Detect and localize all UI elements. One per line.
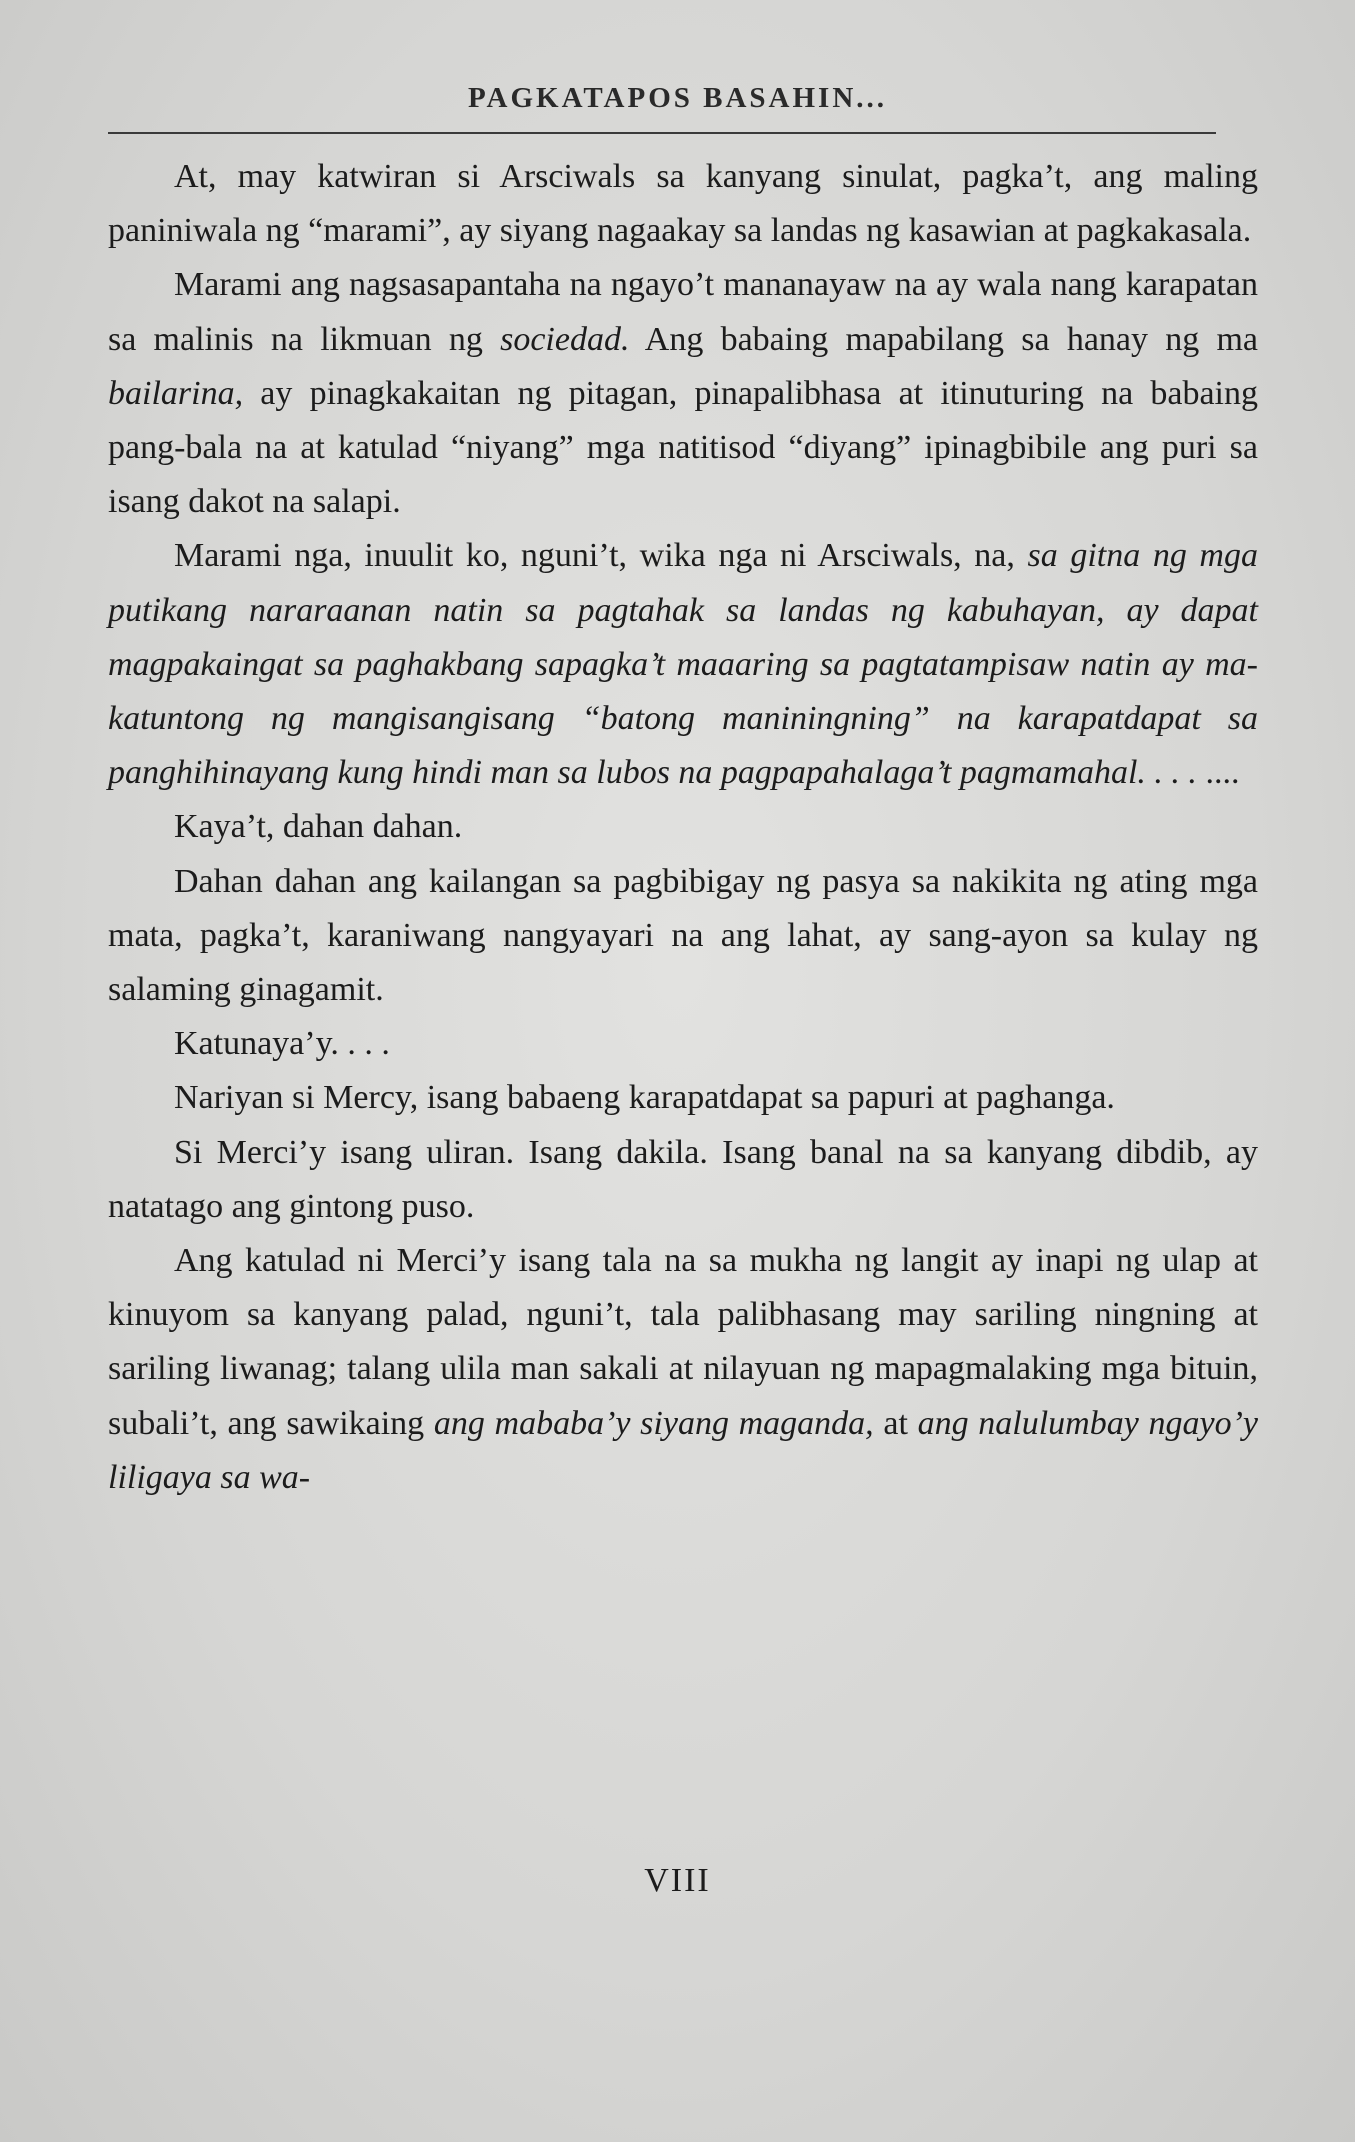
paragraph-1: At, may katwiran si Arsciwals sa kanyang sinulat, pagka’t, ang maling paniniwala ng “marami”, ay siyang nagaakay sa landas ng kasawian at pagkakasala. (108, 158, 1258, 250)
italic-sawikain-2: ang nalulumbay ngayo’y liligaya sa wa- (108, 1404, 1258, 1496)
body-text (108, 150, 1258, 1505)
paragraph-7: Nariyan si Mercy, isang babaeng karapatdapat sa papuri at paghanga. (174, 1079, 1115, 1117)
header-rule (108, 132, 1216, 134)
paragraph-6: Katunaya’y. . . . (174, 1025, 390, 1063)
paragraph-2: Marami ang nagsasapantaha na ngayo’t mananayaw na ay wala nang karapatan sa malinis na likmuan ng sociedad. Ang babaing mapabilang sa hanay ng ma bailarina, ay pinagkakaitan ng pitagan, pinapalibhasa at itinuturing na babaing pang-bala na at katulad “niyang” mga natitisod “diyang” ipinagbibile ang puri sa isang dakot na salapi. (108, 266, 1258, 521)
paragraph-8: Si Merci’y isang uliran. Isang dakila. Isang banal na sa kanyang dibdib, ay natatago ang gintong puso. (108, 1133, 1258, 1225)
paragraph-3: Marami nga, inuulit ko, nguni’t, wika nga ni Arsciwals, na, sa gitna ng mga putikang nararaanan natin sa pagtahak sa landas ng kabuhayan, ay dapat magpakaingat sa paghakbang sapagka’t maaaring sa pagtatampisaw natin ay makatuntong ng mangisangisang “batong maniningning” na karapatdapat sa panghihinayang kung hindi man sa lubos na pagpapahalaga’t pagmamahal. . . . .... (108, 537, 1258, 792)
italic-quote: sa gitna ng mga putikang nararaanan natin sa pagtahak sa landas ng kabuhayan, ay dapat magpakaingat sa paghakbang sapagka’t maaaring sa pagtatampisaw natin ay makatuntong ng mangisangisang “batong maniningning” na karapatdapat sa panghihinayang kung hindi man sa lubos na pagpapahalaga’t pagmamahal. . . . (108, 537, 1258, 792)
page-number: VIII (644, 1862, 711, 1899)
running-header: PAGKATAPOS BASAHIN... (467, 82, 888, 114)
paragraph-4: Kaya’t, dahan dahan. (174, 808, 463, 846)
italic-sawikain-1: ang mababa’y siyang maganda, (433, 1404, 874, 1442)
paragraph-9: Ang katulad ni Merci’y isang tala na sa mukha ng langit ay inapi ng ulap at kinuyom sa kanyang palad, nguni’t, tala palibhasang may sariling ningning at sariling liwanag; talang ulila man sakali at nilayuan ng mapagmalaking mga bituin, subali’t, ang sawikaing ang mababa’y siyang maganda, at ang nalulumbay ngayo’y liligaya sa wa- (108, 1242, 1258, 1496)
italic-sociedad: sociedad. (500, 320, 630, 358)
paragraph-5: Dahan dahan ang kailangan sa pagbibigay ng pasya sa nakikita ng ating mga mata, pagka’t, karaniwang nangyayari na ang lahat, ay sang-ayon sa kulay ng salaming ginagamit. (108, 862, 1258, 1009)
italic-bailarina: bailarina, (108, 374, 244, 412)
